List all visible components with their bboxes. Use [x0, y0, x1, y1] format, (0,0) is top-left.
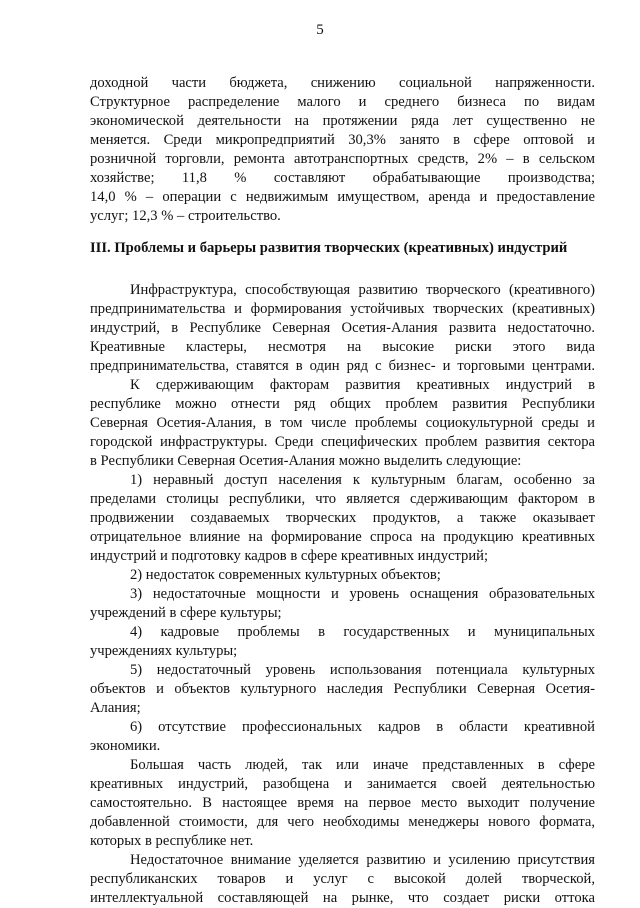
section-heading: III. Проблемы и барьеры развития творческих (креативных) индустрий — [90, 240, 568, 256]
body-text-line: индустрий и подготовку кадров в сфере креативных индустрий; — [90, 548, 489, 564]
body-text-line: экономики. — [90, 738, 161, 754]
body-text-line: Креативные кластеры, несмотря на высокие риски этого вида — [90, 339, 595, 355]
body-text-line: объектов и объектов культурного наследия Республики Северная Осетия- — [90, 681, 595, 697]
body-text-line: самостоятельно. В настоящее время на первое место выходит получение — [90, 795, 595, 811]
body-text-line: продвижении создаваемых творческих продуктов, а также оказывает — [90, 510, 595, 526]
body-text-line: интеллектуальной составляющей на рынке, что создает риски оттока — [90, 890, 595, 906]
body-text-line: республике можно отнести ряд общих проблем развития Республики — [90, 396, 595, 412]
body-text-line: пределами столицы республики, что является сдерживающим фактором в — [90, 491, 595, 507]
body-text-line: предпринимательства, ставятся в один ряд с бизнес- и торговыми центрами. — [90, 358, 595, 374]
body-text-line: экономической деятельности на протяжении ряда лет существенно не — [90, 113, 595, 129]
body-text-line: 4) кадровые проблемы в государственных и муниципальных — [130, 624, 595, 640]
body-text-line: Инфраструктура, способствующая развитию творческого (креативного) — [130, 282, 595, 298]
body-text-line: индустрий, в Республике Северная Осетия-Алания развита недостаточно. — [90, 320, 595, 336]
body-text-line: учреждениях культуры; — [90, 643, 238, 659]
body-text-line: отрицательное влияние на формирование спроса на продукцию креативных — [90, 529, 595, 545]
body-text-line: предпринимательства и формирования устойчивых творческих (креативных) — [90, 301, 595, 317]
body-text-line: республиканских товаров и услуг с высокой долей творческой, — [90, 871, 595, 887]
body-text-line: учреждений в сфере культуры; — [90, 605, 282, 621]
body-text-line: городской инфраструктуры. Среди специфических проблем развития сектора — [90, 434, 595, 450]
body-text-line: 14,0 % – операции с недвижимым имуществом, аренда и предоставление — [90, 189, 595, 205]
body-text-line: добавленной стоимости, для чего необходимы менеджеры нового формата, — [90, 814, 595, 830]
body-text-line: в Республики Северная Осетия-Алания можно выделить следующие: — [90, 453, 522, 469]
body-text-line: услуг; 12,3 % – строительство. — [90, 208, 281, 224]
page-number: 5 — [316, 22, 324, 38]
body-text-line: доходной части бюджета, снижению социальной напряженности. — [90, 75, 595, 91]
body-text-line: креативных индустрий, разобщена и занимается своей деятельностью — [90, 776, 595, 792]
body-text-line: розничной торговли, ремонта автотранспортных средств, 2% – в сельском — [90, 151, 595, 167]
body-text-line: которых в республике нет. — [90, 833, 254, 849]
body-text-line: 6) отсутствие профессиональных кадров в области креативной — [130, 719, 595, 735]
body-text-line: 2) недостаток современных культурных объектов; — [130, 567, 441, 583]
body-text-line: К сдерживающим факторам развития креативных индустрий в — [130, 377, 595, 393]
body-text-line: 1) неравный доступ населения к культурным благам, особенно за — [130, 472, 595, 488]
body-text-line: Северная Осетия-Алания, в том числе проблемы социокультурной среды и — [90, 415, 595, 431]
body-text-line: Большая часть людей, так или иначе представленных в сфере — [130, 757, 595, 773]
body-text-line: меняется. Среди микропредприятий 30,3% занято в сфере оптовой и — [90, 132, 595, 148]
body-text-line: хозяйстве; 11,8 % составляют обрабатывающие производства; — [90, 170, 595, 186]
body-text-line: 5) недостаточный уровень использования потенциала культурных — [130, 662, 595, 678]
body-text-line: Алания; — [90, 700, 141, 716]
body-text-line: Недостаточное внимание уделяется развитию и усилению присутствия — [130, 852, 595, 868]
body-text-line: 3) недостаточные мощности и уровень оснащения образовательных — [130, 586, 595, 602]
body-text-line: Структурное распределение малого и среднего бизнеса по видам — [90, 94, 595, 110]
